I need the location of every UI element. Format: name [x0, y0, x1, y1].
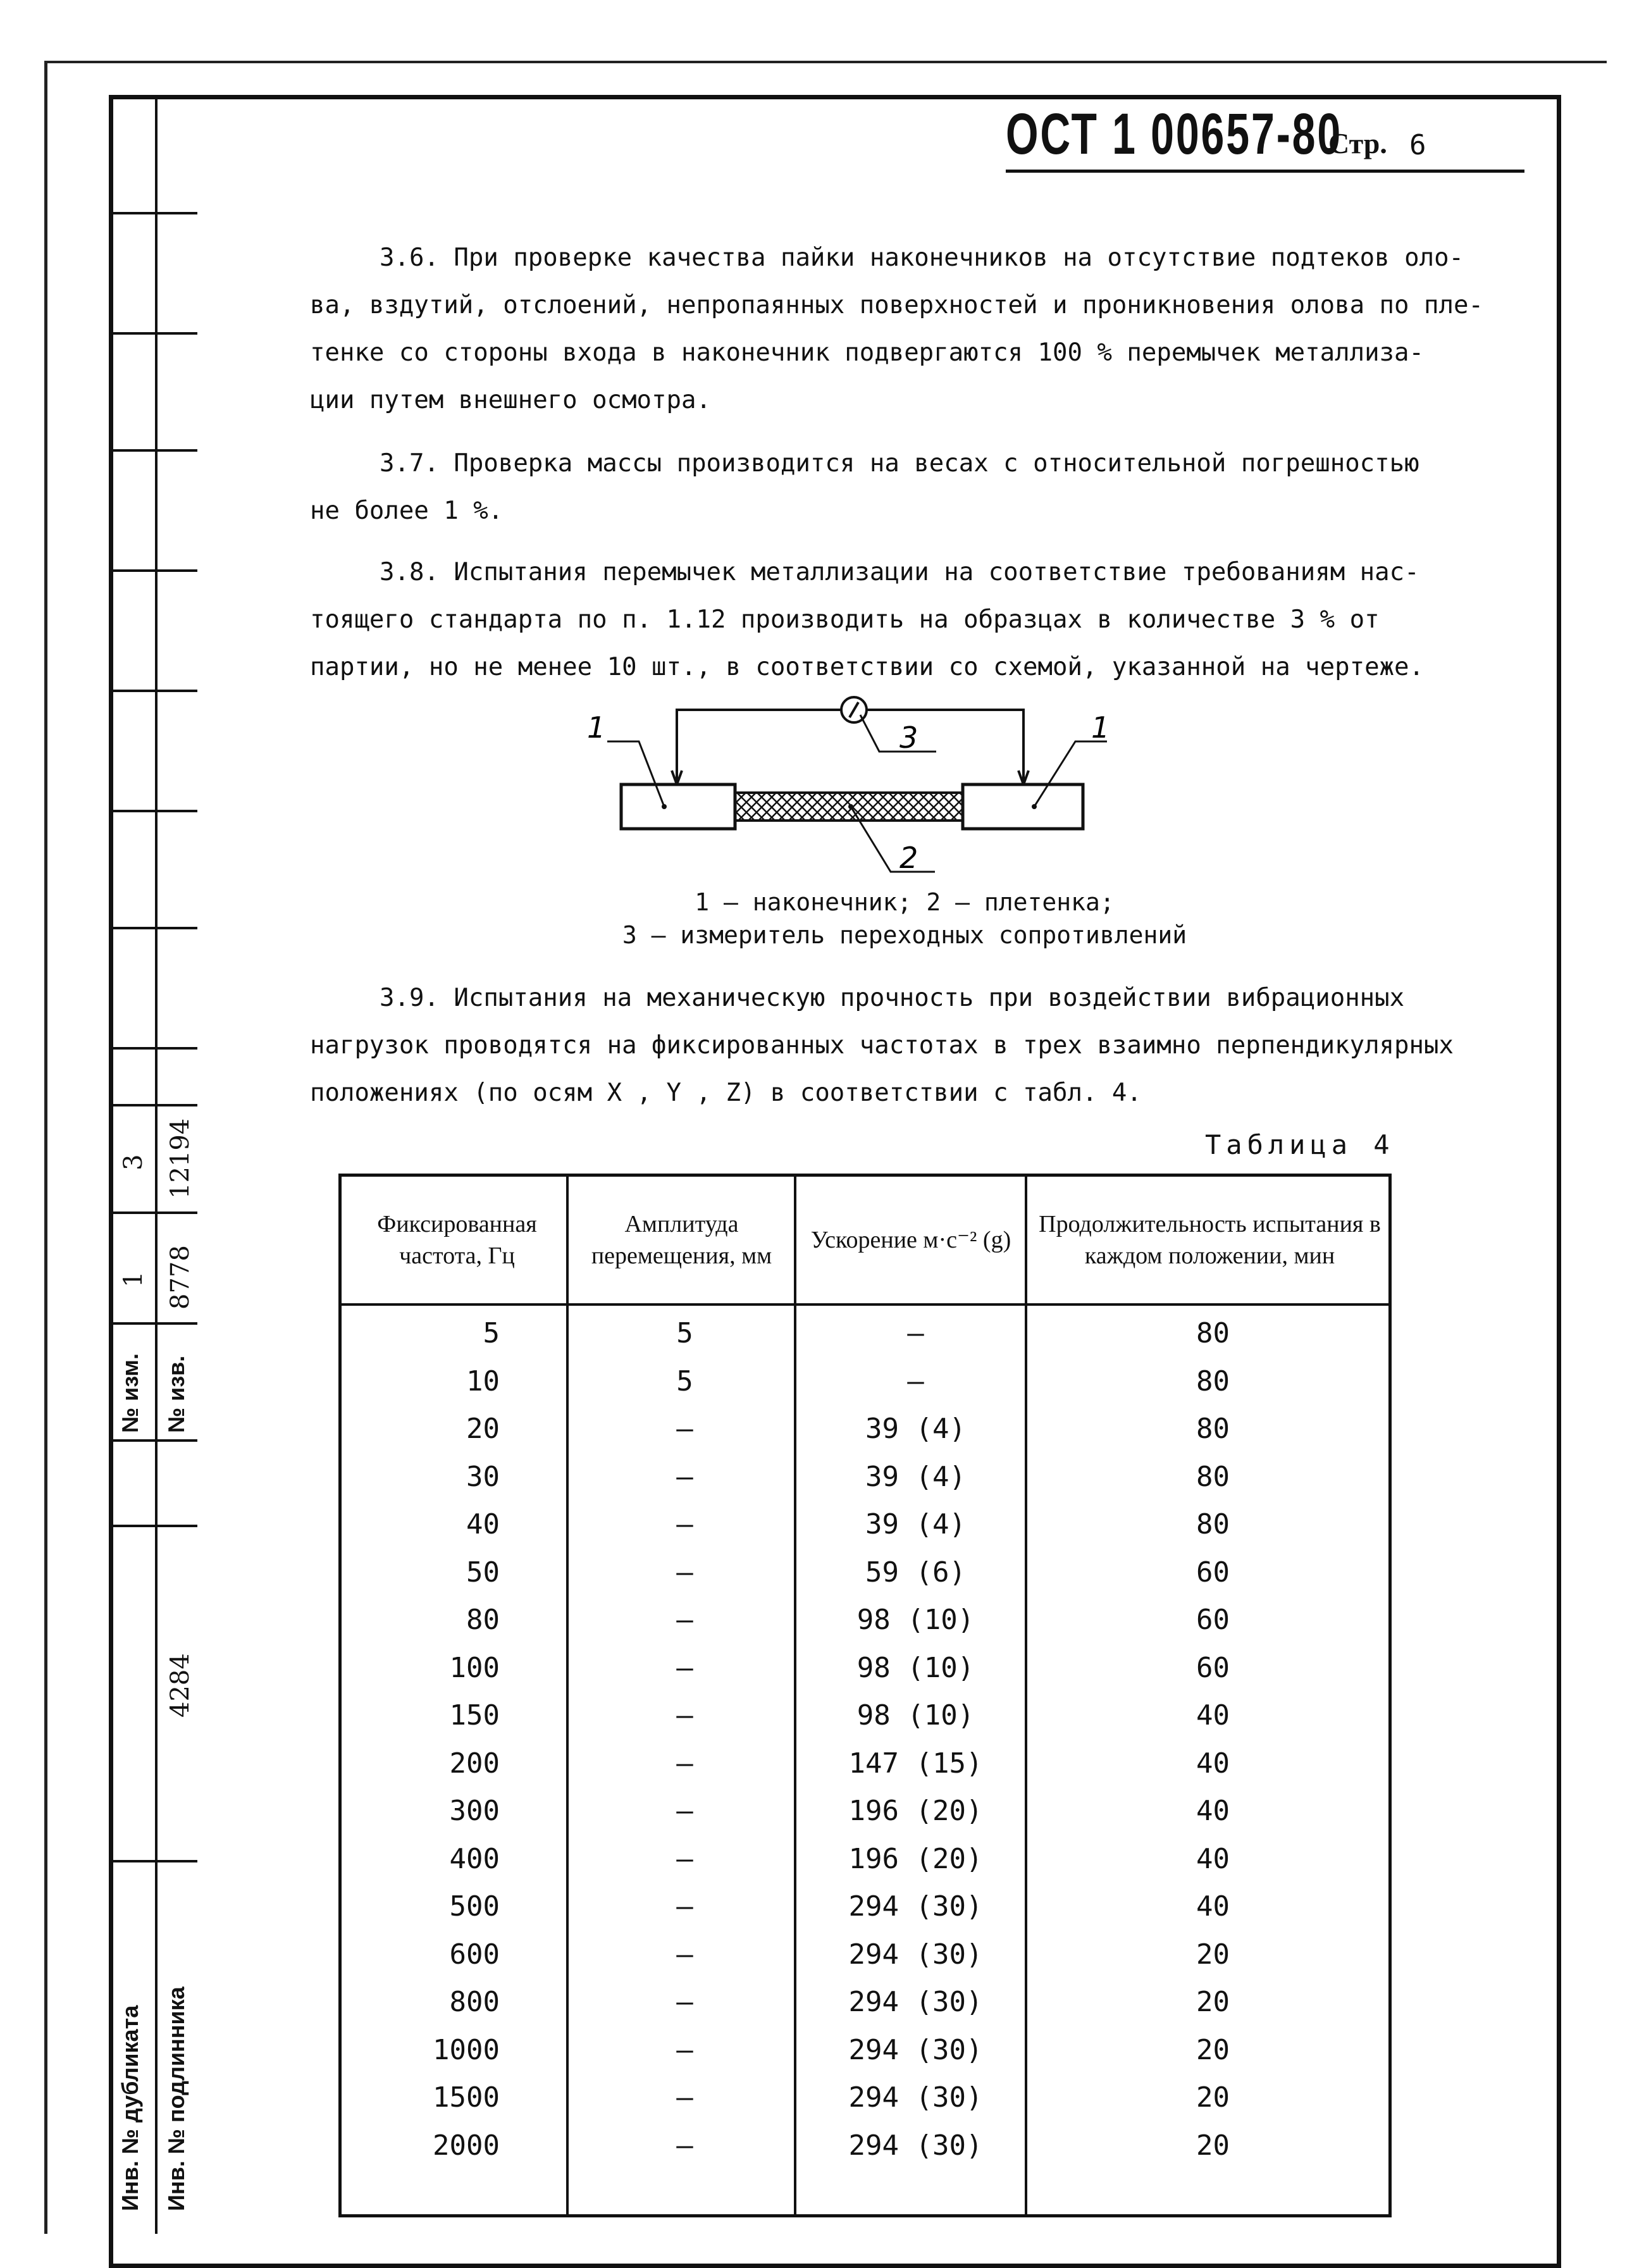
notice-number-1: 8778 [166, 1245, 195, 1310]
cell-duration: 20 [1196, 2129, 1230, 2162]
cell-acceleration: 196 (20) [848, 1842, 983, 1875]
cell-frequency: 80 [466, 1604, 500, 1636]
cell-duration: 40 [1196, 1890, 1230, 1923]
cell-acceleration: 196 (20) [848, 1795, 983, 1827]
cell-amplitude: – [676, 2033, 693, 2066]
strip-rule [109, 810, 197, 812]
cell-acceleration: 98 (10) [856, 1604, 975, 1636]
table-row [342, 1644, 1388, 1692]
strip-rule [109, 1047, 197, 1050]
cell-amplitude: – [676, 1890, 693, 1923]
cell-frequency: 500 [449, 1890, 500, 1923]
cell-frequency: 1000 [433, 2033, 500, 2066]
text-line: 3.9. Испытания на механическую прочность при воздействии вибрационных [380, 984, 1405, 1012]
text-line: тоящего стандарта по п. 1.12 производить на образцах в количестве 3 % от [310, 605, 1380, 634]
page-number: 6 [1409, 129, 1426, 161]
cell-frequency: 30 [466, 1460, 500, 1493]
strip-rule [109, 449, 197, 452]
table-row [342, 2026, 1388, 2074]
cell-frequency: 5 [483, 1317, 500, 1349]
cell-frequency: 2000 [433, 2129, 500, 2162]
cell-amplitude: – [676, 1938, 693, 1971]
paragraph-3-7 [310, 440, 1449, 535]
cell-frequency: 200 [449, 1747, 500, 1780]
strip-rule [109, 212, 197, 214]
strip-rule [109, 332, 197, 335]
figure-caption [607, 886, 1202, 951]
cell-acceleration: 98 (10) [856, 1651, 975, 1684]
cell-frequency: 1500 [433, 2081, 500, 2114]
cell-amplitude: – [676, 1460, 693, 1493]
outer-frame-top [44, 61, 1607, 63]
table-row [342, 2122, 1388, 2170]
table-row [342, 1692, 1388, 1740]
table-body [342, 1310, 1388, 2169]
change-number-3: 3 [119, 1154, 148, 1170]
cell-duration: 40 [1196, 1842, 1230, 1875]
cell-acceleration: 294 (30) [848, 2033, 983, 2066]
cell-amplitude: – [676, 2081, 693, 2114]
table-row [342, 1787, 1388, 1835]
cell-duration: 80 [1196, 1413, 1230, 1445]
document-code: ОСТ 1 00657-80 [1006, 102, 1343, 166]
figure-label-1-right: 1 [1091, 710, 1110, 745]
cell-frequency: 100 [449, 1651, 500, 1684]
cell-amplitude: – [676, 2129, 693, 2162]
change-no-label: № изм. [117, 1353, 143, 1433]
text-line: 3.7. Проверка массы производится на весах с относительной погрешностью [380, 449, 1419, 478]
table-row [342, 1405, 1388, 1453]
table-row [342, 1978, 1388, 2026]
cell-amplitude: – [676, 1413, 693, 1445]
table-row [342, 1931, 1388, 1979]
cell-amplitude: 5 [676, 1317, 693, 1349]
figure-label-1-left: 1 [587, 710, 606, 745]
paragraph-3-6 [310, 234, 1483, 424]
cell-amplitude: 5 [676, 1365, 693, 1397]
table-row [342, 1453, 1388, 1501]
cell-acceleration: 294 (30) [848, 2129, 983, 2162]
cell-acceleration: 294 (30) [848, 1890, 983, 1923]
caption-line: 3 – измеритель переходных сопротивлений [622, 921, 1187, 949]
cell-frequency: 300 [449, 1795, 500, 1827]
cell-duration: 20 [1196, 2033, 1230, 2066]
cell-duration: 80 [1196, 1508, 1230, 1540]
terminal-left [621, 784, 735, 829]
cell-acceleration: 147 (15) [848, 1747, 983, 1780]
table-row [342, 1835, 1388, 1883]
cell-duration: 60 [1196, 1604, 1230, 1636]
cell-acceleration: 39 (4) [865, 1508, 966, 1540]
text-line: партии, но не менее 10 шт., в соответствии со схемой, указанной на чертеже. [310, 653, 1424, 681]
outer-frame-left [44, 61, 47, 2234]
table-title: Таблица 4 [1205, 1129, 1395, 1160]
cell-duration: 80 [1196, 1365, 1230, 1397]
strip-rule [109, 690, 197, 692]
cell-amplitude: – [676, 1747, 693, 1780]
cell-duration: 40 [1196, 1747, 1230, 1780]
change-number-1: 1 [119, 1271, 148, 1287]
cell-duration: 20 [1196, 2081, 1230, 2114]
cell-acceleration: 59 (6) [865, 1556, 966, 1589]
cell-frequency: 800 [449, 1986, 500, 2018]
cell-amplitude: – [676, 1986, 693, 2018]
table-row [342, 2074, 1388, 2122]
cell-amplitude: – [676, 1556, 693, 1589]
cell-acceleration: – [907, 1317, 924, 1349]
strip-rule [109, 569, 197, 572]
strip-rule [109, 1104, 197, 1106]
table-row [342, 1310, 1388, 1358]
page-label: Стр. [1328, 127, 1387, 159]
cell-frequency: 50 [466, 1556, 500, 1589]
figure-label-2: 2 [899, 841, 918, 875]
cell-acceleration: 39 (4) [865, 1460, 966, 1493]
table-row [342, 1501, 1388, 1549]
header-amplitude: Амплитуда перемещения, мм [591, 1211, 772, 1269]
cell-duration: 80 [1196, 1460, 1230, 1493]
vibration-test-table [338, 1174, 1392, 2217]
cell-amplitude: – [676, 1795, 693, 1827]
table-row [342, 1596, 1388, 1644]
table-row [342, 1883, 1388, 1931]
cell-amplitude: – [676, 1651, 693, 1684]
table-row [342, 1549, 1388, 1597]
test-setup-diagram [569, 696, 1126, 886]
text-line: ции путем внешнего осмотра. [310, 386, 711, 414]
text-line: положениях (по осям X , Y , Z) в соответствии с табл. 4. [310, 1079, 1142, 1107]
inv-original-label: Инв. № подлинника [163, 1986, 189, 2211]
text-line: 3.6. При проверке качества пайки наконечников на отсутствие подтеков оло- [380, 244, 1464, 272]
cell-acceleration: 294 (30) [848, 1986, 983, 2018]
cell-acceleration: – [907, 1365, 924, 1397]
inv-duplicate-label: Инв. № дубликата [117, 2005, 143, 2211]
table-row [342, 1358, 1388, 1406]
notice-no-label: № изв. [163, 1355, 189, 1433]
cell-frequency: 20 [466, 1413, 500, 1445]
text-line: нагрузок проводятся на фиксированных частотах в трех взаимно перпендикулярных [310, 1031, 1454, 1060]
notice-number-2: 12194 [166, 1118, 195, 1199]
paragraph-3-9 [310, 974, 1454, 1117]
text-line: не более 1 %. [310, 497, 504, 525]
header-acceleration: Ускорение м·с⁻² (g) [810, 1227, 1011, 1253]
cell-amplitude: – [676, 1604, 693, 1636]
cell-acceleration: 294 (30) [848, 2081, 983, 2114]
strip-rule [109, 1439, 197, 1442]
terminal-right [963, 784, 1083, 829]
cell-frequency: 600 [449, 1938, 500, 1971]
cell-acceleration: 98 (10) [856, 1699, 975, 1732]
cell-amplitude: – [676, 1699, 693, 1732]
header-duration: Продолжительность испытания в каждом положении, мин [1039, 1211, 1381, 1269]
cell-frequency: 400 [449, 1842, 500, 1875]
figure-label-3: 3 [899, 721, 918, 755]
paragraph-3-8 [310, 548, 1449, 691]
text-line: тенке со стороны входа в наконечник подвергаются 100 % перемычек металлиза- [310, 338, 1424, 367]
header-rule [1006, 170, 1524, 173]
cell-acceleration: 39 (4) [865, 1413, 966, 1445]
cell-duration: 60 [1196, 1556, 1230, 1589]
header-divider [342, 1303, 1388, 1306]
header-frequency: Фиксированная частота, Гц [377, 1211, 537, 1269]
cell-frequency: 10 [466, 1365, 500, 1397]
text-line: 3.8. Испытания перемычек металлизации на соответствие требованиям нас- [380, 558, 1419, 586]
text-line: ва, вздутий, отслоений, непропаянных поверхностей и проникновения олова по пле- [310, 291, 1483, 319]
strip-rule [109, 1860, 197, 1862]
cell-duration: 40 [1196, 1699, 1230, 1732]
strip-rule [109, 1211, 197, 1214]
cell-duration: 40 [1196, 1795, 1230, 1827]
cell-amplitude: – [676, 1842, 693, 1875]
strip-rule [109, 1525, 197, 1527]
caption-line: 1 – наконечник; 2 – плетенка; [695, 888, 1115, 916]
cell-duration: 20 [1196, 1986, 1230, 2018]
strip-rule [109, 1322, 197, 1325]
cell-duration: 20 [1196, 1938, 1230, 1971]
cell-acceleration: 294 (30) [848, 1938, 983, 1971]
cell-frequency: 150 [449, 1699, 500, 1732]
margin-strip-divider [155, 95, 158, 2234]
cell-duration: 60 [1196, 1651, 1230, 1684]
strip-rule [109, 927, 197, 929]
table-row [342, 1740, 1388, 1788]
cell-frequency: 40 [466, 1508, 500, 1540]
cell-duration: 80 [1196, 1317, 1230, 1349]
cell-amplitude: – [676, 1508, 693, 1540]
inv-original-number: 4284 [166, 1653, 195, 1718]
